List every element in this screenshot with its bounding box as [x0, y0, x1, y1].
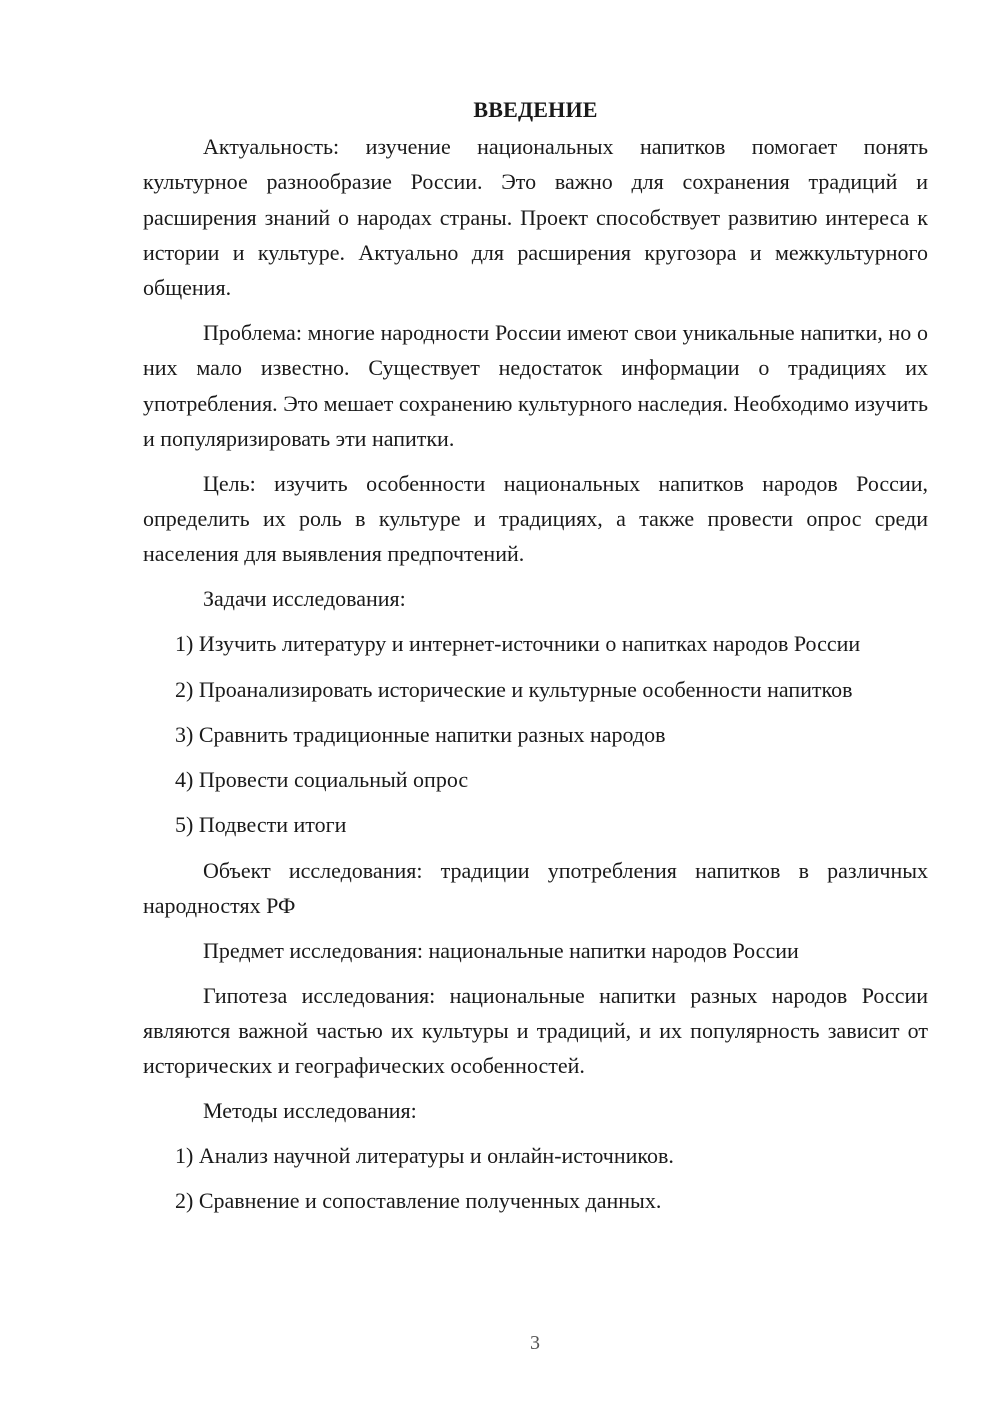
paragraph-problem: Проблема: многие народности России имеют свои уникальные напитки, но о них мало известно. Существует недостаток информации о традициях их употребления. Это мешает сохранению культурного наследия. Необходимо изучить и популяризировать эти напитки.: [143, 320, 928, 451]
document-page: [143, 92, 928, 1229]
method-item: 1) Анализ научной литературы и онлайн-источников.: [175, 1143, 674, 1169]
method-item: 2) Сравнение и сопоставление полученных данных.: [175, 1188, 662, 1214]
paragraph-goal: Цель: изучить особенности национальных напитков народов России, определить их роль в культуре и традициях, а также провести опрос среди населения для выявления предпочтений.: [143, 470, 928, 567]
section-title: ВВЕДЕНИЕ: [473, 97, 598, 122]
task-item: 1) Изучить литературу и интернет-источники о напитках народов России: [175, 631, 861, 657]
page-number: 3: [530, 1332, 540, 1354]
task-item: 2) Проанализировать исторические и культурные особенности напитков: [175, 676, 853, 702]
task-item: 4) Провести социальный опрос: [175, 767, 469, 793]
task-item: 5) Подвести итоги: [175, 812, 347, 838]
paragraph-subject: Предмет исследования: национальные напитки народов России: [203, 937, 799, 963]
paragraph-object: Объект исследования: традиции употребления напитков в различных народностях РФ: [143, 857, 928, 919]
methods-heading: Методы исследования:: [203, 1098, 417, 1124]
task-item: 3) Сравнить традиционные напитки разных народов: [175, 721, 666, 747]
paragraph-relevance: Актуальность: изучение национальных напитков помогает понять культурное разнообразие России. Это важно для сохранения традиций и расширения знаний о народах страны. Проект способствует развитию интереса к истории и культуре. Актуально для расширения кругозора и межкультурного общения.: [143, 134, 928, 301]
paragraph-hypothesis: Гипотеза исследования: национальные напитки разных народов России являются важной частью их культуры и традиций, и их популярность зависит от исторических и географических особенностей.: [143, 982, 928, 1079]
tasks-heading: Задачи исследования:: [203, 586, 406, 612]
